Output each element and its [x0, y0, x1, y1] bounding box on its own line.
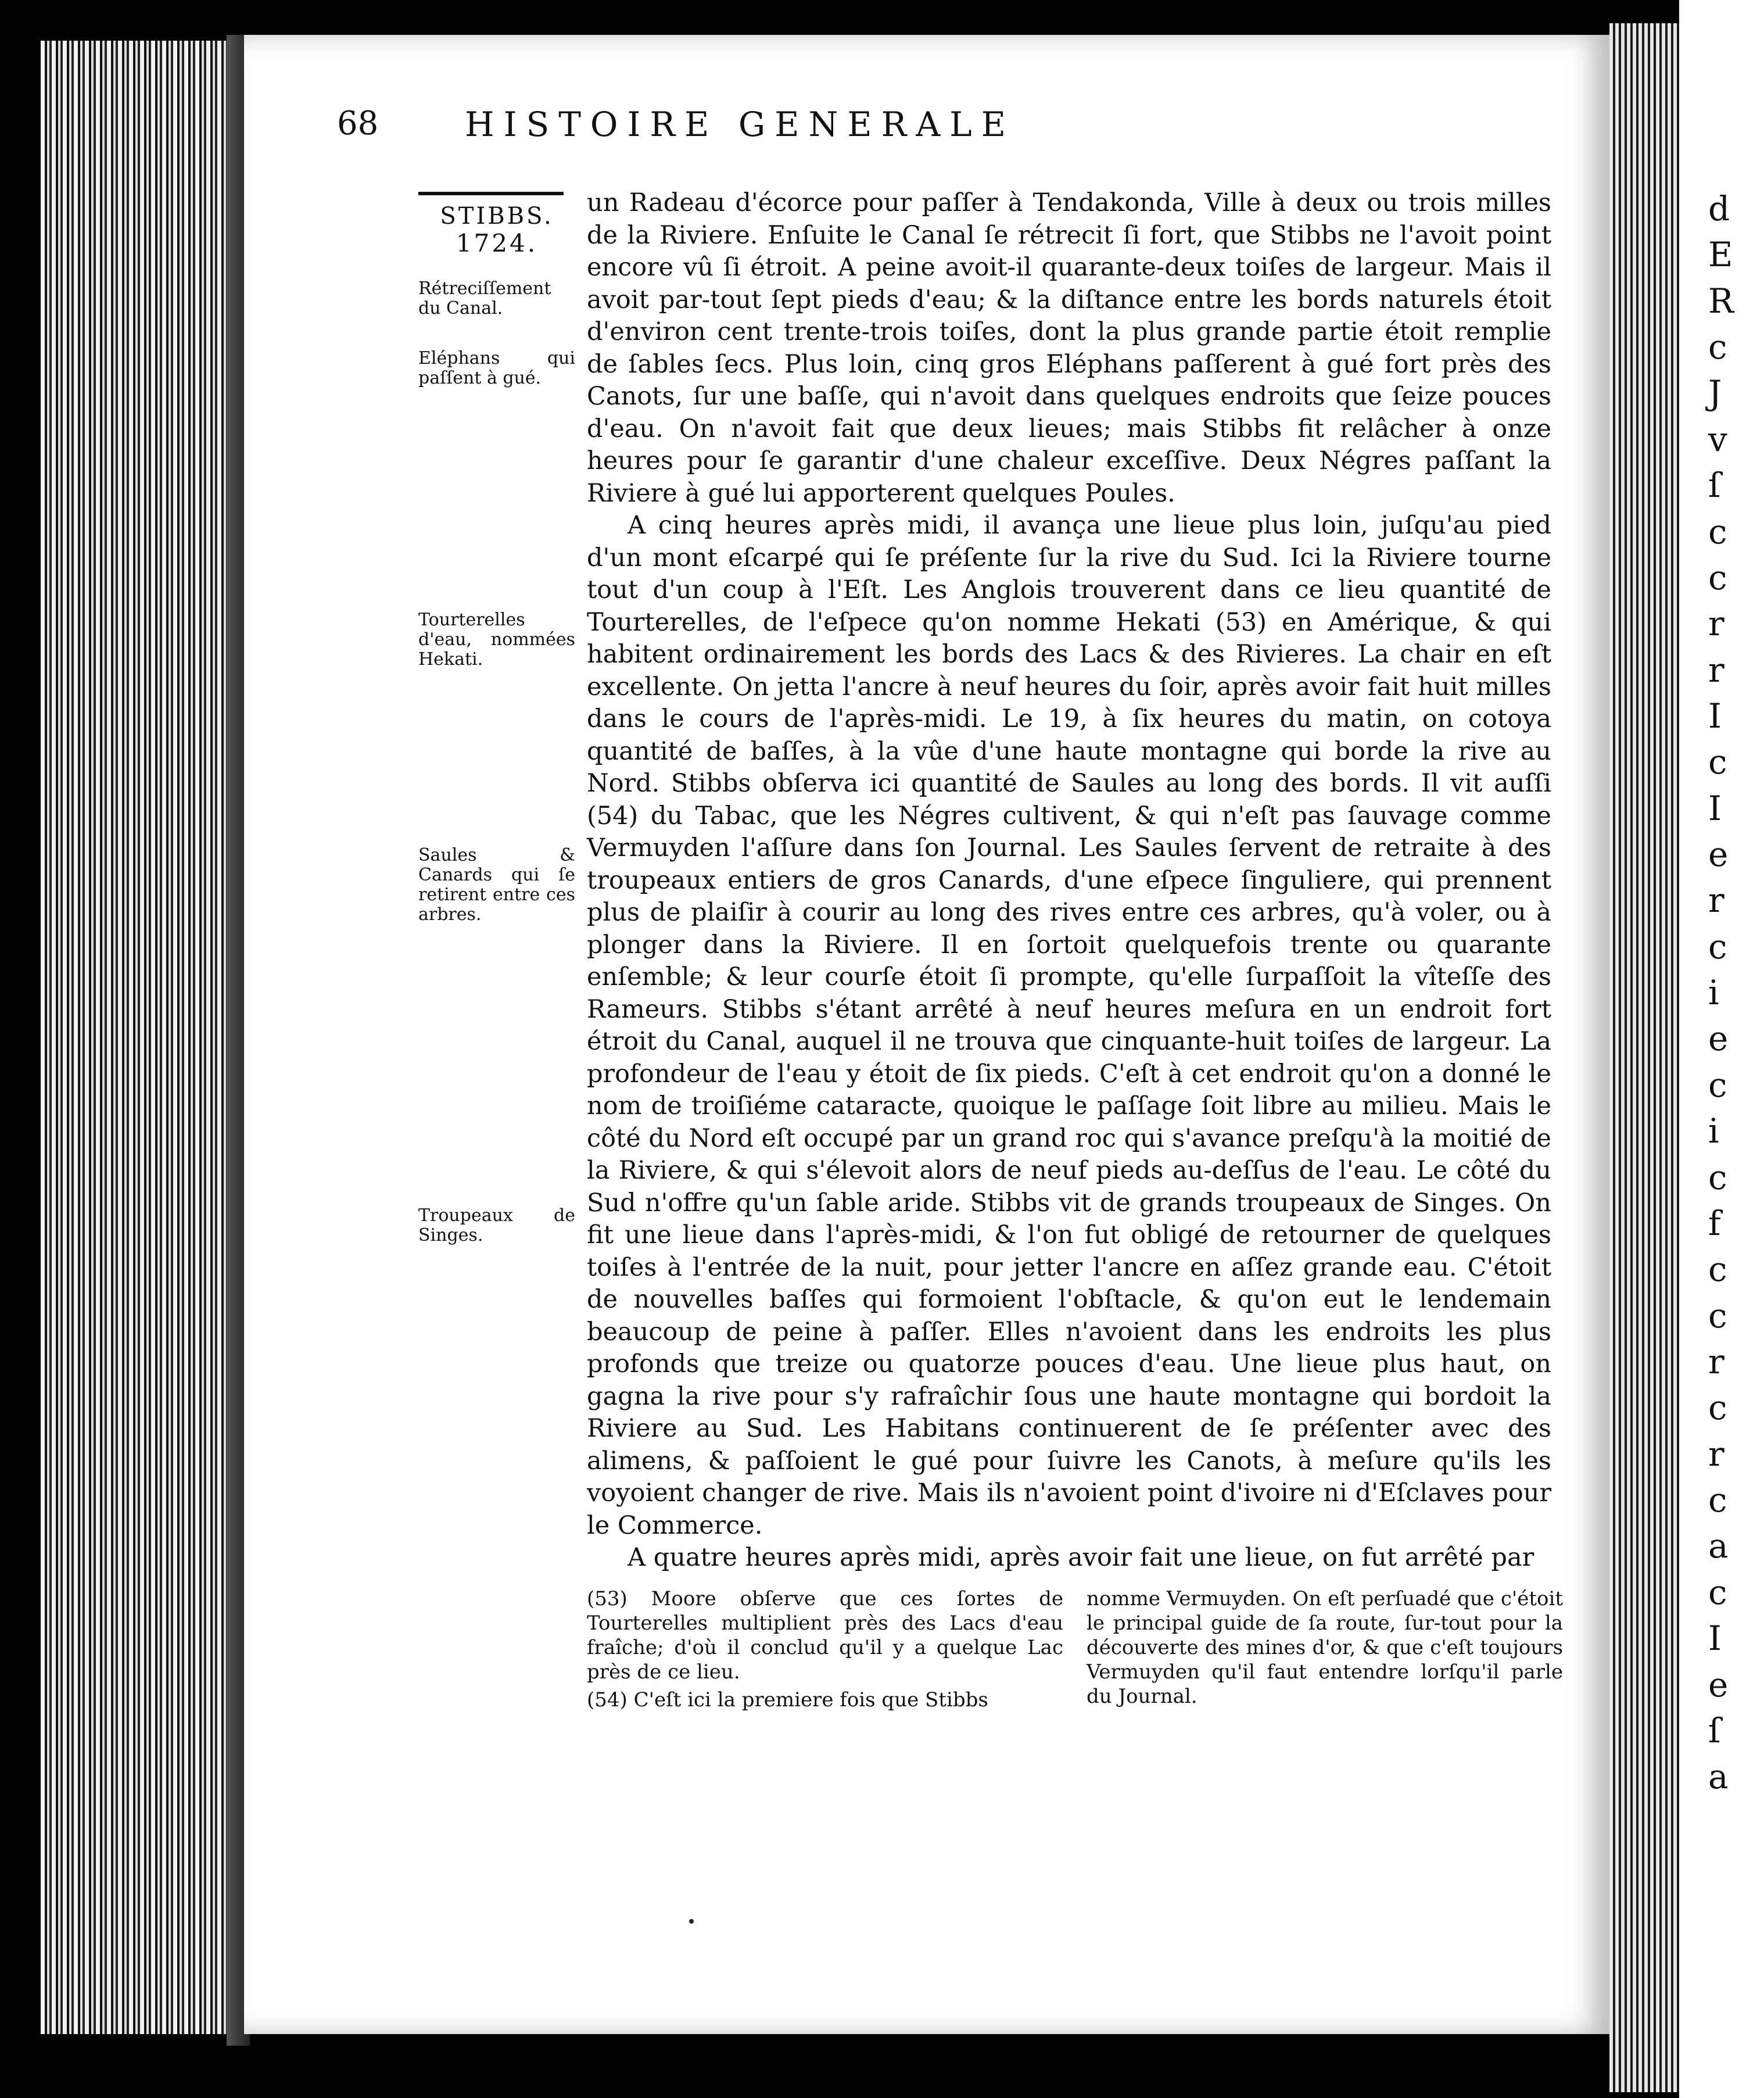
adjacent-page-letter: i [1708, 1111, 1719, 1151]
adjacent-page-letter: c [1708, 742, 1727, 782]
adjacent-page-letter: c [1708, 557, 1727, 597]
sidebar-rule [418, 192, 564, 195]
body-text [587, 187, 1551, 1574]
adjacent-page-letter: c [1708, 1250, 1727, 1290]
page-header [337, 105, 1371, 174]
footnote: (53) Moore obſerve que ces ſortes de Tourterelles multiplient près des Lacs d'eau fraîche; d'où il conclud qu'il y a quelque Lac près de ce lieu. [587, 1587, 1063, 1684]
footnote: nomme Vermuyden. On eſt perſuadé que c'étoit le principal guide de ſa route, ſur-tout pour la découverte des mines d'or, & que c'eſt toujours Vermuyden qu'il faut entendre lorſqu'il parle du Journal. [1087, 1587, 1563, 1708]
adjacent-page-letter: r [1708, 1342, 1724, 1381]
adjacent-page-letter: c [1708, 1157, 1727, 1197]
paragraph: A cinq heures après midi, il avança une lieue plus loin, juſqu'au pied d'un mont eſcarpé qui ſe préſente ſur la rive du Sud. Ici la Riviere tourne tout d'un coup à l'Eſt. Les Anglois trouverent dans ce lieu quantité de Tourterelles, de l'eſpece qu'on nomme Hekati (53) en Amérique, & qui habitent ordinairement les bords des Lacs & des Rivieres. La chair en eſt excellente. On jetta l'ancre à neuf heures du ſoir, après avoir fait huit milles dans le cours de l'après-midi. Le 19, à ſix heures du matin, on cotoya quantité de baſſes, à la vûe d'une haute montagne qui borde la rive au Nord. Stibbs obſerva ici quantité de Saules au long des bords. Il vit auſſi (54) du Tabac, que les Négres cultivent, & qui n'eſt pas ſauvage comme Vermuyden l'aſſure dans ſon Journal. Les Saules ſervent de retraite à des troupeaux entiers de gros Canards, d'une eſpece ſinguliere, qui prennent plus de plaiſir à courir au long des rives entre ces arbres, qu'à voler, ou à plonger dans la Riviere. Il en ſortoit quelquefois trente ou quarante enſemble; & leur courſe étoit ſi prompte, qu'elle ſurpaſſoit la vîteſſe des Rameurs. Stibbs s'étant arrêté à neuf heures meſura en un endroit fort étroit du Canal, auquel il ne trouva que cinquante-huit toiſes de largeur. La profondeur de l'eau y étoit de ſix pieds. C'eſt à cet endroit qu'on a donné le nom de troiſiéme cataracte, quoique le paſſage ſoit libre au milieu. Mais le côté du Nord eſt occupé par un grand roc qui s'avance preſqu'à la moitié de la Riviere, & qui s'élevoit alors de neuf pieds au-deſſus de l'eau. Le côté du Sud n'offre qu'un ſable aride. Stibbs vit de grands troupeaux de Singes. On fit une lieue dans l'après-midi, & l'on fut obligé de retourner de quelques toiſes à l'entrée de la nuit, pour jetter l'ancre en aſſez grande eau. C'étoit de nouvelles baſſes qui formoient l'obſtacle, & qu'on eut le lendemain beaucoup de peine à paſſer. Elles n'avoient dans les endroits les plus profonds que treize ou quatorze pouces d'eau. Une lieue plus haut, on gagna la rive pour s'y rafraîchir ſous une haute montagne qui bordoit la Riviere au Sud. Les Habitans continuerent de ſe préſenter avec des alimens, & paſſoient le gué pour ſuivre les Canots, à meſure qu'ils les voyoient changer de rive. Mais ils n'avoient point d'ivoire ni d'Eſclaves pour le Commerce. [587, 511, 1551, 1540]
adjacent-page-letter: r [1708, 650, 1724, 690]
adjacent-page-letter: r [1708, 604, 1724, 644]
footnote-column-left [587, 1587, 1063, 1712]
adjacent-page-letter: v [1708, 419, 1727, 459]
margin-note: Eléphans qui paſſent à gué. [418, 348, 575, 388]
adjacent-page-letter: I [1708, 696, 1722, 736]
adjacent-page-letter: r [1708, 1434, 1724, 1474]
adjacent-page-letter: c [1708, 1572, 1727, 1612]
adjacent-page-fragment [1679, 0, 1764, 2098]
adjacent-page-letter: ſ [1708, 1710, 1721, 1750]
adjacent-page-letter: e [1708, 1019, 1729, 1059]
footnote: (54) C'eſt ici la premiere fois que Stibbs [587, 1688, 988, 1712]
adjacent-page-letter: c [1708, 1388, 1727, 1428]
adjacent-page-letter: E [1708, 235, 1733, 275]
right-page-edges [1609, 23, 1679, 2092]
paper-speck [689, 1919, 694, 1924]
adjacent-page-letter: a [1708, 1757, 1729, 1797]
margin-note: Rétreciſſement du Canal. [418, 278, 551, 318]
adjacent-page-letter: c [1708, 1480, 1727, 1520]
paragraph: un Radeau d'écorce pour paſſer à Tendakonda, Ville à deux ou trois milles de la Riviere. Enſuite le Canal ſe rétrecit ſi fort, que Stibbs ne l'avoit point encore vû ſi étroit. A peine avoit-il quarante-deux toiſes de largeur. Mais il avoit par-tout ſept pieds d'eau; & la diſtance entre les bords naturels étoit d'environ cent trente-trois toiſes, dont la plus grande partie étoit remplie de ſables ſecs. Plus loin, cinq gros Eléphans paſſerent à gué fort près des Canots, ſur une baſſe, qui n'avoit dans quelques endroits que ſeize pouces d'eau. On n'avoit fait que deux lieues; mais Stibbs fit relâcher à onze heures pour ſe garantir d'une chaleur exceſſive. Deux Négres paſſant la Riviere à gué lui apporterent quelques Poules. [587, 188, 1551, 508]
footnote-column-right [1087, 1587, 1563, 1712]
adjacent-page-letter: i [1708, 973, 1719, 1013]
adjacent-page-letter: ſ [1708, 466, 1721, 506]
paragraph: A quatre heures après midi, après avoir fait une lieue, on fut arrêté par [628, 1543, 1534, 1572]
margin-note: Tourterelles d'eau, nommées Hekati. [418, 610, 575, 670]
sidebar-year: 1724. [456, 229, 538, 257]
adjacent-page-letter: c [1708, 926, 1727, 966]
footnotes [587, 1587, 1563, 1712]
book-page-edges [41, 41, 244, 2034]
adjacent-page-letter: c [1708, 1295, 1727, 1336]
adjacent-page-letter: I [1708, 788, 1722, 828]
page-number: 68 [337, 105, 379, 142]
margin-sidebar [418, 192, 575, 273]
margin-note: Troupeaux de Singes. [418, 1205, 575, 1245]
adjacent-page-letter: e [1708, 835, 1729, 875]
sidebar-author: STIBBS. [440, 203, 554, 230]
adjacent-page-letter: e [1708, 1664, 1729, 1705]
adjacent-page-letter: R [1708, 281, 1734, 321]
adjacent-page-letter: c [1708, 511, 1727, 552]
adjacent-page-letter: f [1708, 1203, 1721, 1243]
adjacent-page-letter: r [1708, 880, 1724, 921]
adjacent-page-letter: c [1708, 1065, 1727, 1105]
running-title: HISTOIRE GENERALE [465, 105, 1015, 144]
adjacent-page-letter: a [1708, 1526, 1729, 1566]
adjacent-page-letter: I [1708, 1619, 1722, 1659]
margin-note: Saules & Canards qui ſe retirent entre ces arbres. [418, 845, 575, 925]
adjacent-page-letter: d [1708, 189, 1730, 228]
adjacent-page-letter: c [1708, 327, 1727, 367]
adjacent-page-letter: J [1708, 373, 1722, 413]
